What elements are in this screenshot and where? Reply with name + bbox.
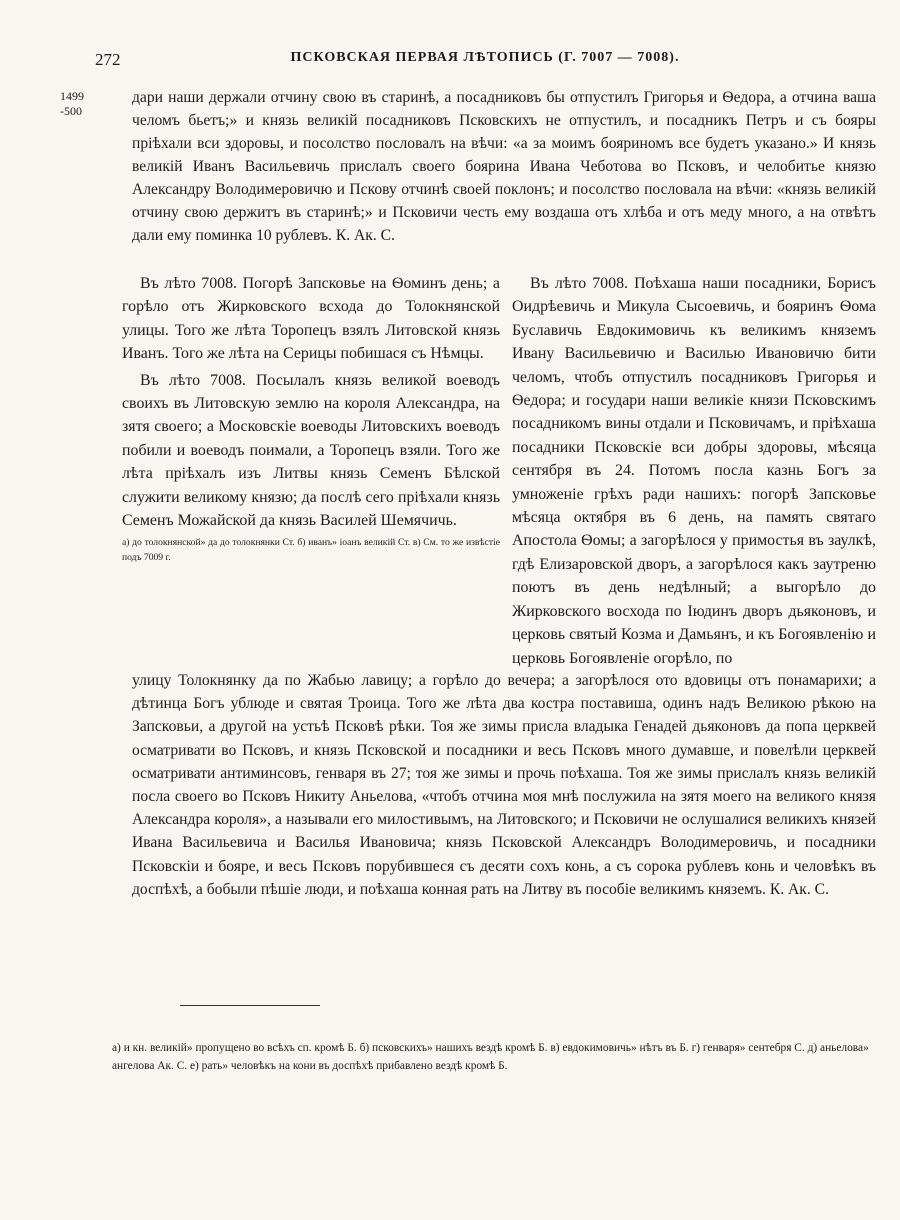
- left-column: [122, 272, 500, 565]
- variant-notes-text: а) и кн. великій» пропущено во всѣхъ сп. кромѣ Б. б) псковскихъ» нашихъ вездѣ кромѣ Б. в) евдокимовичь» нѣтъ въ Б. г) генваря» сентебря С. д) аньелова» ангелова Ак. С. е) рать» человѣкъ на кони въ доспѣхѣ прибавлено вездѣ кромѣ Б.: [112, 1042, 869, 1072]
- right-column: [512, 272, 876, 670]
- bottom-paragraph: улицу Толокнянку да по Жабью лавицу; а горѣло до вечера; а загорѣлося ото вдовицы отъ понамарихи; а дѣтинца Богъ ублюде и святая Троица. Того же лѣта два костра поставиша, одинъ надъ Великою рѣкою на Запсковьи, а другой на устьѣ Псковѣ рѣки. Тоя же зимы присла владыка Генадей дьяконовъ да попа церквей осматривати во Псковъ, и князь Псковской и посадники и весь Псковъ много думавше, и повелѣли церквей осматривати антиминсовъ, генваря въ 27; тоя же зимы и прочь поѣхаша. Тоя же зимы прислалъ князь великій посла своего во Псковъ Никиту Аньелова, «чтобъ отчина моя мнѣ послужила на зятя моего на великого князя Александра короля», а называли его милостивымъ, на Литовского; и Псковичи не ослушалися великихъ князей Ивана Васильевича и Василья Ивановича; князь Псковской Александръ Володимеровичь, и посадники Псковскіи и бояре, и весь Псковъ порубившеся съ десяти сохъ конь, а съ сорока рублевъ конь и человѣкъ въ доспѣхѣ, а бобыли пѣшіе люди, и поѣхаша конная рать на Литву въ пособіе великимъ княземъ. К. Ак. С.: [132, 672, 876, 898]
- margin-years: 1499 -500: [60, 89, 84, 118]
- running-head: ПСКОВСКАЯ ПЕРВАЯ ЛѢТОПИСЬ (Г. 7007 — 7008).: [290, 50, 680, 65]
- footnote-rule: [180, 1005, 320, 1006]
- left-column-paragraph-2: Въ лѣто 7008. Посылалъ князь великой воеводъ своихъ въ Литовскую землю на короля Александра, на зятя своего; а Московскіе воеводы Литовскихъ воеводъ побили и воеводъ поимали, а Торопецъ взяли. Того же лѣта пріѣхалъ изъ Литвы князь Семенъ Бѣлской служити великому князю; да послѣ сего пріѣхали князь Семенъ Можайской да князь Василей Шемячичь.: [122, 371, 500, 530]
- left-column-footnote: а) до толокнянской» да до толокнянки Ст. б) иванъ» іоанъ великій Ст. в) См. то же извѣстіе подъ 7009 г.: [122, 537, 500, 564]
- right-column-paragraph: Въ лѣто 7008. Поѣхаша наши посадники, Борисъ Оидрѣевичь и Микула Сысоевичь, и бояринъ Ѳома Буславичь Евдокимовичь къ великимъ княземъ Ивану Васильевичю и Василью Ивановичю бити челомъ, чтобъ отпустилъ посадниковъ Григорья и Ѳедора; и государи наши великіе князи Псковскимъ посадникомъ вины отдали и Псковичамъ, и пріѣхаша посадники Псковскіе вси добры здоровы, мѣсяца сентября въ 24. Потомъ посла казнь Богъ за умноженіе грѣхъ ради нашихъ: погорѣ Запсковье мѣсяца октября въ 6 день, на память святаго Апостола Ѳомы; а загорѣлося у примостья въ заулкѣ, гдѣ Елизаровской дворъ, а загорѣлося какъ заутреню поютъ въ день недѣлный; а выгорѣло до Жирковского восхода по Іюдинъ дворъ дьяконовъ, и церковь святый Козма и Дамьянъ, и къ Богоявленію и церковь Богоявленіе огорѣло, по: [512, 275, 876, 667]
- page-number: 272: [95, 50, 121, 69]
- top-paragraph: дари наши держали отчину свою въ старинѣ, а посадниковъ бы отпустилъ Григорья и Ѳедора, а отчина ваша челомъ бьетъ;» и князь великій посадниковъ Псковскихъ не отпустилъ, и посадникъ Петръ и съ бояры пріѣхали вси здоровы, и посолство пословалъ на вѣчи: «а за моимъ бояриномъ все будетъ указано.» И князь великій Иванъ Васильевичь прислалъ своего боярина Ивана Чеботова во Псковъ, и челобитье князю Александру Володимеровичю и Пскову отчинѣ своей поклонъ; и посолство пословала на вѣчи: «князь великій отчину свою держитъ въ старинѣ;» и Псковичи честь ему воздаша отъ хлѣба и отъ меду много, а на отвѣтъ дали ему поминка 10 рублевъ. К. Ак. С.: [132, 89, 876, 244]
- left-column-paragraph-1: Въ лѣто 7008. Погорѣ Запсковье на Ѳоминъ день; а горѣло отъ Жирковского всхода до Толокнянской улицы. Того же лѣта Торопецъ взялъ Литовской князь Иванъ. Того же лѣта на Серицы побишася съ Нѣмцы.: [122, 275, 500, 363]
- variant-notes: [112, 1040, 876, 1075]
